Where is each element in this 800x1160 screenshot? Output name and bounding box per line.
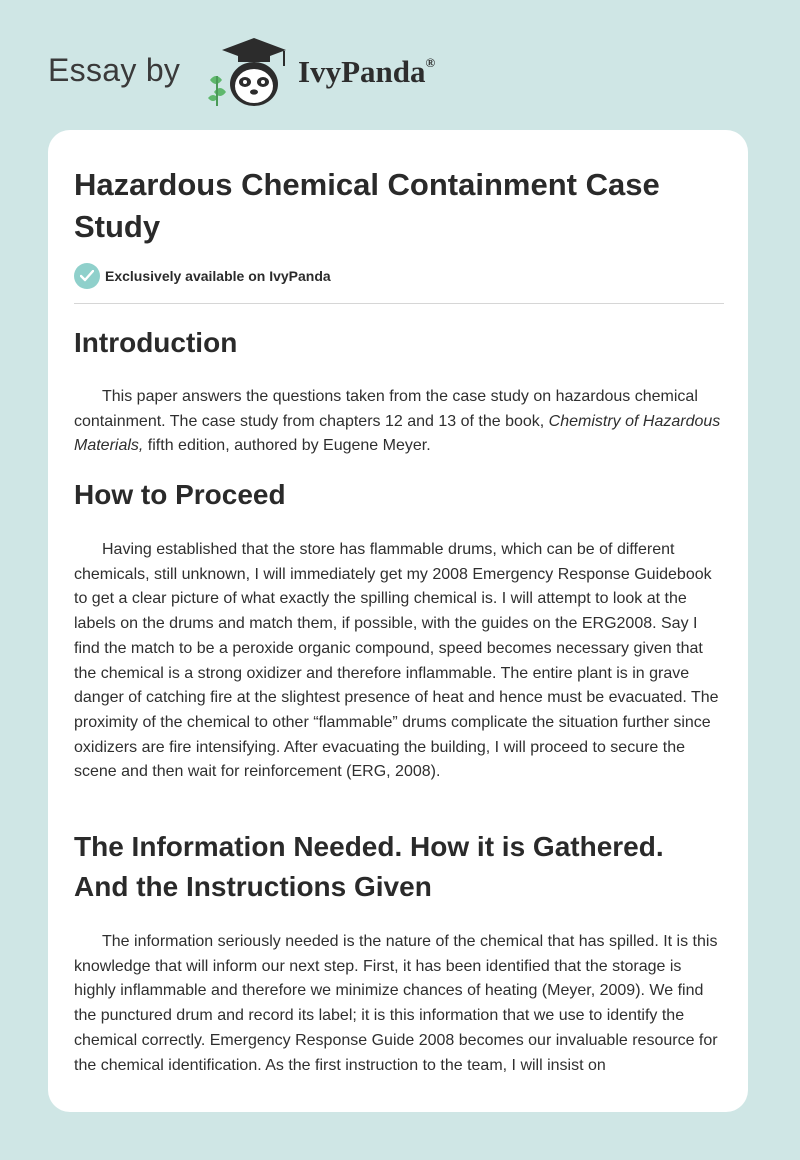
section-heading-how-to-proceed: How to Proceed — [74, 479, 286, 510]
site-header — [48, 36, 508, 108]
paragraph-information-needed: The information seriously needed is the nature of the chemical that has spilled. It is this knowledge that will inform our next step. First, it has been identified that the storage is highly inflammable and therefore we minimize chances of heating (Meyer, 2009). We find the punctured drum and record its label; it is this information that we use to identify the chemical correctly. Emergency Response Guide 2008 becomes our invaluable resource for the chemical identification. As the first instruction to the team, I will insist on — [74, 933, 718, 1074]
page-title: Hazardous Chemical Containment Case Study — [74, 167, 660, 244]
essay-card — [48, 130, 748, 1112]
section-heading-information-needed: The Information Needed. How it is Gathered. And the Instructions Given — [74, 831, 664, 902]
paragraph-introduction: This paper answers the questions taken from the case study on hazardous chemical containment. The case study from chapters 12 and 13 of the book, Chemistry of Hazardous Materials, fifth edition, authored by Eugene Meyer. — [74, 388, 721, 455]
divider — [74, 303, 724, 304]
check-icon — [74, 263, 100, 289]
section-heading-introduction: Introduction — [74, 327, 238, 358]
essay-by-label: Essay by — [48, 52, 181, 88]
paragraph-how-to-proceed: Having established that the store has flammable drums, which can be of different chemicals, still unknown, I will immediately get my 2008 Emergency Response Guidebook to get a clear picture of what exactly the spilling chemical is. I will attempt to look at the labels on the drums and match them, if possible, with the guides on the ERG2008. Say I find the match to be a peroxide organic compound, speed becomes necessary given that the chemical is a strong oxidizer and therefore inflammable. The entire plant is in grave danger of catching fire at the slightest presence of heat and hence must be evacuated. The proximity of the chemical to other “flammable” drums complicate the situation further since oxidizers are fire intensifying. After evacuating the building, I will proceed to secure the scene and then wait for reinforcement (ERG, 2008). — [74, 541, 719, 781]
brand-logo-text[interactable]: IvyPanda® — [298, 54, 436, 89]
badge-label: Exclusively available on IvyPanda — [105, 268, 331, 284]
panda-logo-icon — [204, 36, 294, 108]
